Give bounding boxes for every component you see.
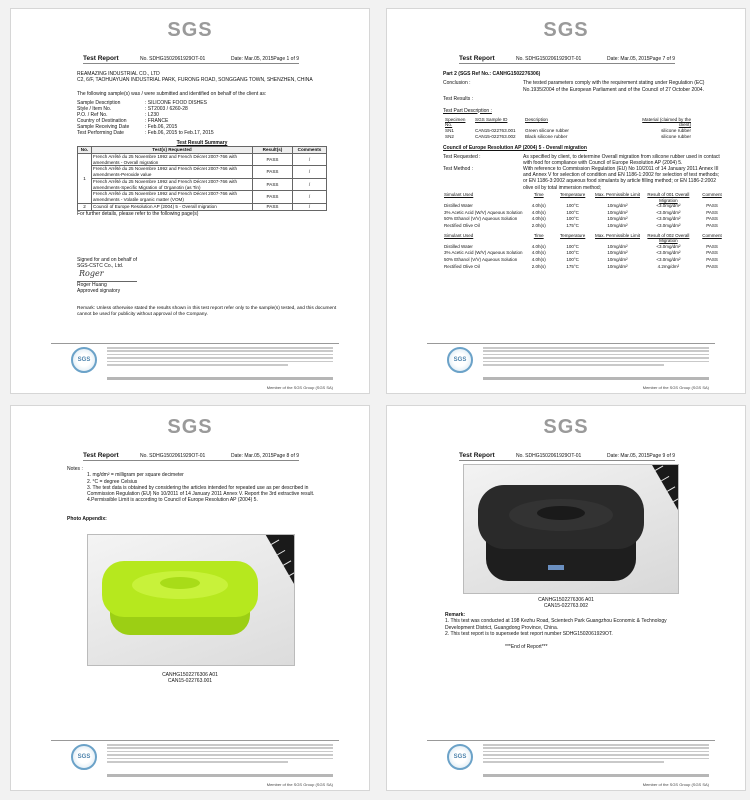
note-item: 4.Permissible Limit is according to Council of Europe Resolution AP (2004) 5. (87, 497, 258, 504)
summary-title: Test Result Summary (176, 139, 228, 146)
report-page-7 (386, 8, 746, 394)
photo-caption (387, 597, 745, 610)
summary-no: 2 (78, 203, 92, 210)
summary-test: Council of Europe Resolution AP (2004) 5 - Overall migration (92, 203, 253, 210)
results-table-001: Simulant Used Time Temperature Max. Permissible Limit Result of 001 Overall Migration Comment Distilled Water 4.0h(s) 100°C 10mg/dm² <3.0mg/dm² PASS 3% Acetic Acid (W/V) Aqueous Solution 4.0h(s) 100°C 10mg/dm² <3.0mg/dm² PASS 50% Ethanol (V/V) Aqueous Solution 4.0h(s) 100°C 10mg/dm² <3.0mg/dm² PASS Rectified Olive Oil 2.0h(s) 175°C 10mg/dm² <3.0mg/dm² PASS (443, 192, 729, 230)
address-bar (107, 377, 333, 380)
report-date: Date: Mar.05, 2015 (231, 56, 274, 62)
page-body (67, 466, 329, 522)
table-row (78, 166, 327, 178)
summary-comment: / (293, 178, 327, 190)
product-photo-black (463, 464, 679, 594)
page-body (77, 71, 337, 318)
sgs-logo: SGS (167, 19, 213, 41)
conclusion-label: Conclusion : (443, 80, 471, 87)
caption-line: CANHG1502276306 A01 (538, 597, 594, 603)
further-details: For further details, please refer to the following page(s) (77, 210, 199, 217)
report-title: Test Report (83, 452, 119, 459)
table-row: 50% Ethanol (V/V) Aqueous Solution 4.0h(s) 100°C 10mg/dm² <3.0mg/dm² PASS (444, 257, 718, 262)
summary-result: PASS (253, 191, 293, 203)
signed-company: SGS-CSTC Co., Ltd. (77, 263, 124, 270)
table-row: Rectified Olive Oil 2.0h(s) 175°C 10mg/dm² <3.0mg/dm² PASS (444, 222, 718, 228)
signature: Roger (79, 268, 104, 278)
specimen-header: Description (525, 116, 548, 122)
remark-text: Remark: Unless otherwise stated the results shown in this test report refer only to the sample(s) tested, and this document cannot be used for publicity without approval of the Company. (77, 306, 337, 318)
report-number: No. SDHG1502061929OT-01 (516, 453, 582, 459)
summary-table (77, 146, 327, 211)
client-address: C2, 6/F, TAOHUAYUAN INDUSTRIAL PARK, FURONG ROAD, SONGGANG TOWN, SHENZHEN, CHINA (77, 77, 313, 84)
member-text: Member of the SGS Group (SGS SA) (266, 385, 333, 390)
field-label: Style / Item No. (77, 105, 112, 112)
summary-result: PASS (253, 203, 293, 210)
requested-label: Test Requested : (443, 153, 481, 160)
black-dish-image (464, 465, 679, 594)
summary-no: 1 (78, 154, 92, 204)
report-date: Date: Mar.05, 2015 (231, 453, 274, 459)
part-title: Part 2 (SGS Ref No.: CANHG1502276306) (443, 71, 541, 77)
photo-caption (11, 672, 369, 685)
table-row: 3% Acetic Acid (W/V) Aqueous Solution 4.0h(s) 100°C 10mg/dm² <3.0mg/dm² PASS (444, 209, 718, 215)
legal-disclaimer (107, 347, 333, 367)
table-row: 50% Ethanol (V/V) Aqueous Solution 4.0h(s) 100°C 10mg/dm² <3.0mg/dm² PASS (444, 216, 718, 222)
field-value: : L230 (145, 111, 159, 118)
field-label: Country of Destination (77, 117, 127, 124)
field-value: : FRANCE (145, 117, 169, 124)
specimen-header: SGS Sample ID (475, 116, 508, 122)
report-number: No. SDHG1502061929OT-01 (140, 56, 206, 62)
caption-line: CANHG1502276306 A01 (162, 672, 218, 678)
sgs-seal-icon: SGS (71, 744, 97, 770)
method-row (443, 165, 720, 192)
test-part-label: Test Part Description : (443, 107, 492, 114)
field-row (77, 130, 329, 136)
legal-disclaimer (483, 744, 709, 764)
page-footer (11, 341, 369, 393)
summary-test: French Arrêté du 25 Novembre 1992 and French Décret 2007-766 with amendments-Peroxide value (92, 166, 253, 178)
summary-comment: / (293, 203, 327, 210)
specimen-table (443, 117, 693, 140)
summary-comment: / (293, 154, 327, 166)
page-number: Page 1 of 9 (273, 56, 299, 62)
legal-disclaimer (483, 347, 709, 367)
summary-header: Test(s) Requested (92, 147, 253, 154)
page-number: Page 9 of 9 (649, 453, 675, 459)
remark-item: 2. This test report is to supersede test report number SDHG1502061929OT. (445, 630, 613, 637)
signed-line: Signed for and on behalf of (77, 257, 138, 264)
conclusion-text: The tested parameters comply with the requirement stating under Regulation (EC) No.1935/2004 of the European Parliament and of the Council of 27 October 2004. (523, 80, 705, 93)
summary-test: French Arrêté du 25 Novembre 1992 and French Décret 2007-766 with amendments - Overall migration (92, 154, 253, 166)
table-row (78, 191, 327, 203)
page-number: Page 8 of 9 (273, 453, 299, 459)
conclusion-row (443, 80, 715, 92)
field-value: : SILICONE FOOD DISHES (145, 99, 207, 106)
method-text: With reference to Commission Regulation (EU) No 10/2011 of 14 January 2011 Annex III and Annex V for selection of condition and EN 1186-1:2002 for selection of test methods; or EN 1186-3:2002 aqueous food simulants by article filling method; or EN 1186-2:2002 olive oil by total immersion method; (523, 165, 720, 191)
field-value: : ST2003 / 6260-28 (145, 105, 188, 112)
remark-label: Remark: (445, 612, 466, 618)
report-date: Date: Mar.05, 2015 (607, 56, 650, 62)
method-label: Test Method : (443, 165, 474, 172)
table-row: 3% Acetic Acid (W/V) Aqueous Solution 4.0h(s) 100°C 10mg/dm² <3.0mg/dm² PASS (444, 250, 718, 256)
report-number: No. SDHG1502061929OT-01 (140, 453, 206, 459)
page-header (459, 55, 675, 64)
page-header (459, 452, 675, 461)
results-table-002: Simulant Used Time Temperature Max. Permissible Limit Result of 002 Overall Migration Comment Distilled Water 4.0h(s) 100°C 10mg/dm² <3.0mg/dm² PASS 3% Acetic Acid (W/V) Aqueous Solution 4.0h(s) 100°C 10mg/dm² <3.0mg/dm² PASS 50% Ethanol (V/V) Aqueous Solution 4.0h(s) 100°C 10mg/dm² <3.0mg/dm² PASS Rectified Olive Oil 2.0h(s) 175°C 10mg/dm² 4.2mg/dm² PASS (443, 233, 729, 271)
caption-line: CAN15-022763.001 (167, 678, 213, 685)
summary-comment: / (293, 166, 327, 178)
page-footer (387, 738, 745, 790)
report-date: Date: Mar.05, 2015 (607, 453, 650, 459)
note-item: 3. The test data is obtained by considering the articles intended for repeated use as per described in Commission Regulation (EU) No 10/2011 of 14 January 2011 Annex V. Report the 3rd extractive result. (87, 484, 315, 497)
field-label: P.O. / Ref No. (77, 111, 108, 118)
page-header (83, 452, 299, 461)
sgs-logo: SGS (543, 416, 589, 438)
sgs-seal-icon: SGS (71, 347, 97, 373)
field-value: : Feb.06, 2015 to Feb.17, 2015 (145, 129, 214, 136)
requested-row (443, 153, 720, 167)
intro-text: The following sample(s) was / were submitted and identified on behalf of the client as: (77, 90, 267, 97)
address-bar (483, 377, 709, 380)
signer-name: Roger Huang (77, 281, 107, 288)
specimen-header: Material (claimed by the client) (642, 116, 691, 128)
test-results-label: Test Results : (443, 96, 474, 103)
page-body (443, 71, 722, 270)
page-body (445, 612, 705, 650)
field-value: : Feb.06, 2015 (145, 123, 178, 130)
legal-disclaimer (107, 744, 333, 764)
summary-header: Result(s) (253, 147, 293, 154)
report-page-1 (10, 8, 370, 394)
client-company: REAMAZING INDUSTRIAL CO., LTD (77, 71, 160, 77)
member-text: Member of the SGS Group (SGS SA) (642, 782, 709, 787)
summary-test: French Arrêté du 25 Novembre 1992 and French Décret 2007-766 with amendments-Specific Migration of Organotin (as Tin) (92, 178, 253, 190)
specimen-header: Specimen No. (445, 116, 466, 128)
field-label: Sample Receiving Date (77, 123, 130, 130)
council-title: Council of Europe Resolution AP (2004) 5 - Overall migration (443, 144, 587, 151)
summary-result: PASS (253, 178, 293, 190)
page-number: Page 7 of 9 (649, 56, 675, 62)
field-label: Test Performing Date (77, 129, 124, 136)
summary-result: PASS (253, 154, 293, 166)
product-photo-green (87, 534, 295, 666)
table-row (78, 154, 327, 166)
report-page-8 (10, 405, 370, 791)
member-text: Member of the SGS Group (SGS SA) (266, 782, 333, 787)
page-footer (11, 738, 369, 790)
table-row (78, 203, 327, 210)
summary-test: French Arrêté du 25 Novembre 1992 and French Décret 2007-766 with amendments - Volatile organic matter (VOM) (92, 191, 253, 203)
summary-header: No. (78, 147, 92, 154)
member-text: Member of the SGS Group (SGS SA) (642, 385, 709, 390)
caption-line: CAN15-022763.002 (543, 603, 589, 610)
report-page-9 (386, 405, 746, 791)
table-row: Distilled Water 4.0h(s) 100°C 10mg/dm² <3.0mg/dm² PASS (444, 243, 718, 249)
table-row: Rectified Olive Oil 2.0h(s) 175°C 10mg/dm² 4.2mg/dm² PASS (444, 263, 718, 269)
table-row: Distilled Water 4.0h(s) 100°C 10mg/dm² <3.0mg/dm² PASS (444, 203, 718, 209)
report-title: Test Report (459, 452, 495, 459)
sgs-logo: SGS (543, 19, 589, 41)
report-number: No. SDHG1502061929OT-01 (516, 56, 582, 62)
sgs-logo: SGS (167, 416, 213, 438)
report-title: Test Report (83, 55, 119, 62)
summary-result: PASS (253, 166, 293, 178)
report-title: Test Report (459, 55, 495, 62)
remark-item: 1. This test was conducted at 198 Kezhu Road, Scientech Park Guangzhou Economic & Technology Development District, Guangdong Province, China. (445, 618, 667, 631)
table-row: SN2 CAN15-022763.002 Black silicone rubber silicone rubber (445, 133, 691, 139)
note-item: 2. °C = degree Celsius (87, 478, 138, 485)
summary-header: Comments (293, 147, 327, 154)
signer-title: Approved signatory (77, 287, 121, 294)
page-header (83, 55, 299, 64)
notes-label: Notes : (67, 466, 83, 472)
address-bar (483, 774, 709, 777)
table-row: SN1 CAN15-022763.001 Green silicone rubber silicone rubber (445, 128, 691, 134)
requested-text: As specified by client, to determine Overall migration from silicone rubber used in contact with food for compliance with Council of Europe Resolution AP (2004) 5. (523, 153, 720, 167)
end-of-report: ***End of Report*** (505, 644, 548, 650)
summary-comment: / (293, 191, 327, 203)
address-bar (107, 774, 333, 777)
page-footer (387, 341, 745, 393)
table-row (78, 178, 327, 190)
green-dish-image (88, 535, 295, 666)
sgs-seal-icon: SGS (447, 347, 473, 373)
photo-appendix-title: Photo Appendix: (67, 515, 107, 522)
note-item: 1. mg/dm² = milligram per square decimeter (87, 472, 184, 479)
sgs-seal-icon: SGS (447, 744, 473, 770)
field-label: Sample Description (77, 99, 121, 106)
